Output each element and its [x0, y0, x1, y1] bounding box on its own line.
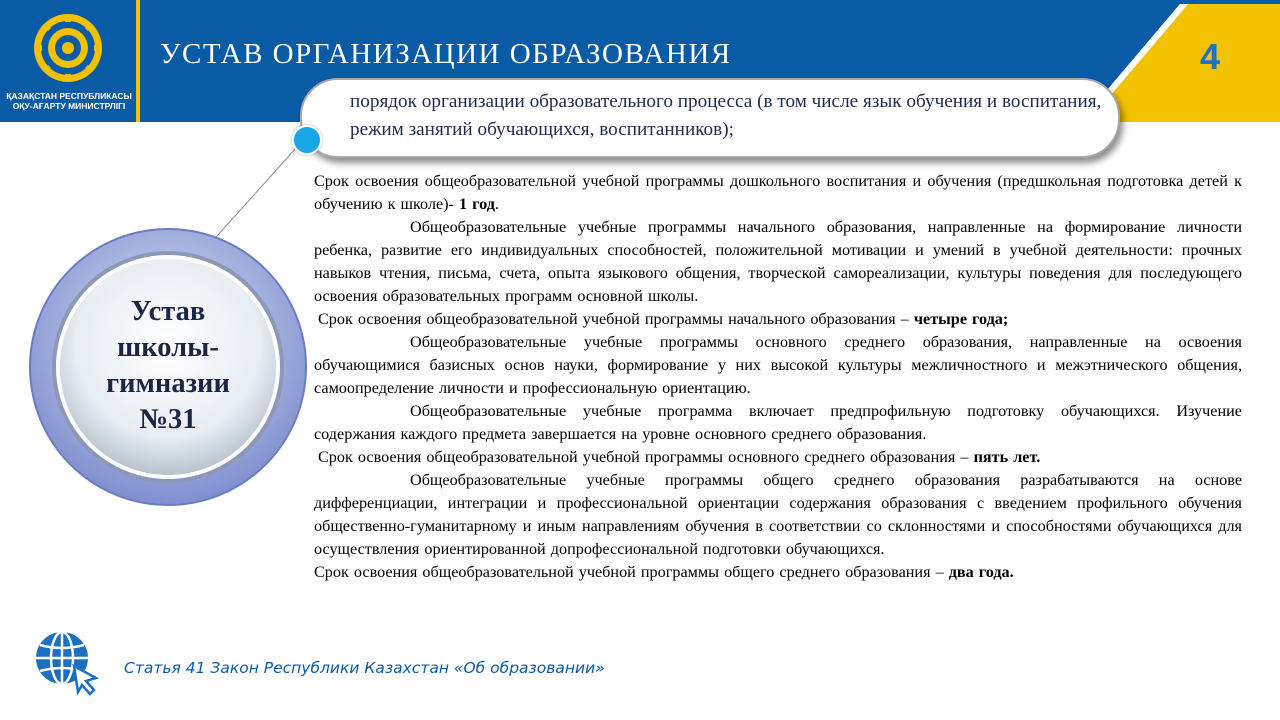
globe-cursor-icon [32, 628, 100, 696]
charter-title: Устав школы- гимназии №31 [106, 296, 230, 435]
paragraph-preprofile: Общеобразовательные учебные программа включает предпрофильную подготовку обучающихся. Изучение содержания каждого предмета завершается на уровне основного среднего образования. [314, 402, 1242, 443]
page-number: 4 [1200, 36, 1221, 77]
paragraph-general-term: Срок освоения общеобразовательной учебной программы общего среднего образования – два года. [314, 563, 1014, 581]
law-reference: Статья 41 Закон Республики Казахстан «Об образовании» [124, 659, 605, 677]
paragraph-primary-programs: Общеобразовательные учебные программы начального образования, направленные на формирование личности ребенка, развитие его индивидуальных способностей, положительной мотивации и умений в учебной деятельности: прочных навыков чтения, письма, счета, опыта языкового общения, творческой самореализации, культуры поведения для последующего освоения образовательных программ основной школы. [314, 218, 1242, 305]
body-text [314, 170, 1242, 584]
paragraph-basic-programs: Общеобразовательные учебные программы основного среднего образования, направленные на освоения обучающимися базисных основ науки, формирование у них высокой культуры межличностного и межэтнического общения, самоопределение личности и профессиональную ориентацию. [314, 333, 1242, 397]
callout-dot [292, 125, 322, 155]
paragraph-primary-term: Срок освоения общеобразовательной учебной программы начального образования – четыре года; [318, 310, 1009, 328]
paragraph-general-programs: Общеобразовательные учебные программы общего среднего образования разрабатываются на основе дифференциации, интеграции и профессиональной ориентации содержания образования с введением профильного обучения общественно-гуманитарному и иным направлениям обучения в соответствии со склонностями и способностями обучающихся для осуществления ориентированной допрофессиональной подготовки обучающихся. [314, 471, 1242, 558]
page-title: УСТАВ ОРГАНИЗАЦИИ ОБРАЗОВАНИЯ [160, 38, 732, 70]
ministry-name: ҚАЗАҚСТАН РЕСПУБЛИКАСЫ ОҚУ-АҒАРТУ МИНИСТРЛІГІ [6, 91, 132, 111]
callout-text: порядок организации образовательного процесса (в том числе язык обучения и воспитания, режим занятий обучающихся, воспитанников); [350, 91, 1102, 140]
callout-box [300, 78, 1120, 158]
paragraph-preschool: Срок освоения общеобразовательной учебной программы дошкольного воспитания и обучения (предшкольная подготовка детей к обучению к школе)- 1 год. [314, 172, 1242, 213]
paragraph-basic-term: Срок освоения общеобразовательной учебной программы основного среднего образования – пять лет. [318, 448, 1041, 466]
